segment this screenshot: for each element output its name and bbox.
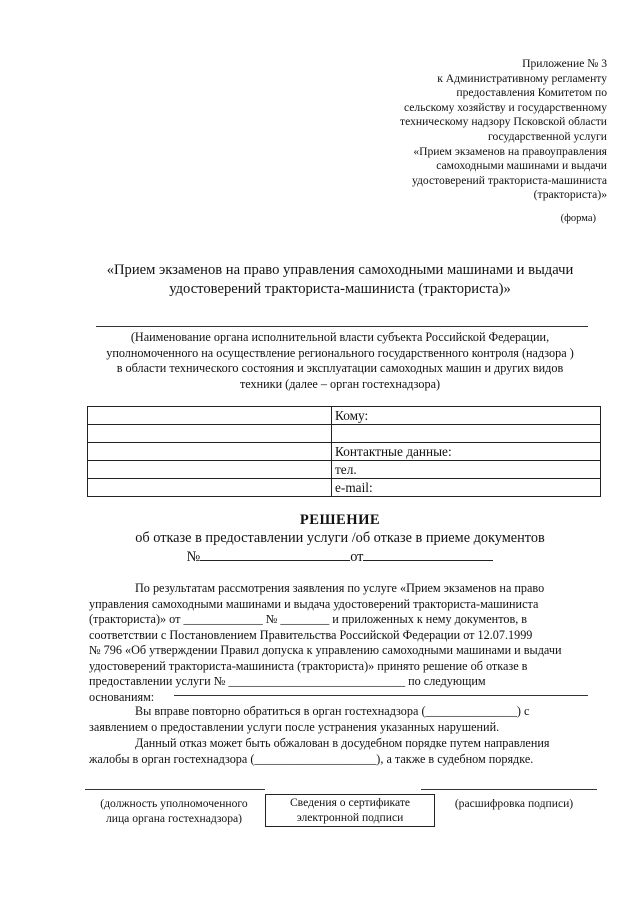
- position-label-line: (должность уполномоченного: [100, 797, 248, 810]
- contact-data-cell[interactable]: Контактные данные:: [332, 443, 601, 461]
- recipient-table: [87, 406, 601, 497]
- decision-number-date: [60, 548, 620, 566]
- appendix-line: техническому надзору Псковской области: [400, 115, 607, 129]
- appendix-line: государственной услуги: [487, 129, 607, 143]
- table-cell[interactable]: [88, 425, 332, 443]
- service-title-line: «Прием экзаменов на право управления самоходными машинами и выдачи: [106, 262, 574, 278]
- phone-cell[interactable]: тел.: [332, 461, 601, 479]
- paragraph-line: основаниям:: [89, 689, 155, 704]
- paragraph-line: удостоверений тракториста-машиниста (тракториста)» принято решение об отказе в: [89, 658, 528, 673]
- email-cell[interactable]: e-mail:: [332, 479, 601, 497]
- table-cell[interactable]: [88, 443, 332, 461]
- paragraph-line: предоставлении услуги № _____________________________ по следующим: [89, 674, 486, 688]
- number-prefix: №: [186, 549, 201, 565]
- org-name-line[interactable]: [96, 326, 588, 327]
- position-label: [85, 796, 263, 826]
- paragraph-line: Вы вправе повторно обратиться в орган гостехнадзора (_______________) с: [135, 704, 530, 718]
- appeal-paragraph: [89, 736, 595, 767]
- decision-paragraph: [89, 581, 595, 705]
- appendix-line: самоходными машинами и выдачи: [436, 159, 607, 173]
- service-title: [60, 261, 620, 299]
- date-field[interactable]: [363, 550, 493, 561]
- position-label-line: лица органа гостехнадзора): [105, 812, 243, 825]
- decision-heading: РЕШЕНИЕ: [299, 512, 381, 528]
- appendix-line: Приложение № 3: [522, 57, 607, 70]
- table-row: [88, 407, 601, 425]
- org-caption-line: техники (далее – орган гостехнадзора): [239, 376, 441, 391]
- paragraph-line: заявлением о предоставлении услуги после устранения указанных нарушений.: [89, 719, 500, 734]
- grounds-field[interactable]: [174, 695, 588, 696]
- appendix-line: «Прием экзаменов на правоуправления: [413, 144, 607, 158]
- appendix-line: (тракториста)»: [533, 188, 607, 202]
- paragraph-line: По результатам рассмотрения заявления по услуге «Прием экзаменов на право: [135, 581, 545, 595]
- certificate-box: [265, 794, 435, 827]
- table-row: [88, 443, 601, 461]
- table-cell[interactable]: [88, 461, 332, 479]
- table-row: [88, 479, 601, 497]
- table-row: [88, 461, 601, 479]
- org-caption-line: уполномоченного на осуществление регионального государственного контроля (надзора ): [106, 345, 574, 360]
- paragraph-line: жалобы в орган гостехнадзора (____________________), а также в судебном порядке.: [89, 751, 534, 766]
- decode-label: (расшифровка подписи): [454, 797, 574, 810]
- table-cell[interactable]: [88, 479, 332, 497]
- org-caption-line: (Наименование органа исполнительной власти субъекта Российской Федерации,: [130, 330, 550, 344]
- decode-signature-line[interactable]: [421, 789, 597, 790]
- appendix-header: [347, 57, 607, 203]
- decision-subheading: об отказе в предоставлении услуги /об отказе в приеме документов: [135, 530, 545, 546]
- table-row: [88, 425, 601, 443]
- recipient-to-cell[interactable]: Кому:: [332, 407, 601, 425]
- certificate-label-line: электронной подписи: [296, 811, 404, 824]
- paragraph-line: соответствии с Постановлением Правительства Российской Федерации от 12.07.1999: [89, 627, 533, 642]
- certificate-label-line: Сведения о сертификате: [289, 796, 411, 809]
- appendix-line: удостоверений тракториста-машиниста: [411, 173, 607, 187]
- appendix-line: к Административному регламенту: [437, 71, 607, 85]
- table-cell[interactable]: [332, 425, 601, 443]
- form-label: (форма): [560, 213, 596, 224]
- date-prefix: от: [350, 549, 364, 565]
- position-signature-line[interactable]: [85, 789, 265, 790]
- appendix-line: предоставления Комитетом по: [456, 86, 607, 100]
- table-cell[interactable]: [88, 407, 332, 425]
- paragraph-line: (тракториста)» от _____________ № ________ и приложенных к нему документов, в: [89, 612, 528, 626]
- service-title-line: удостоверений тракториста-машиниста (тракториста)»: [169, 281, 511, 297]
- org-caption: [60, 330, 620, 392]
- paragraph-line: Данный отказ может быть обжалован в досудебном порядке путем направления: [135, 736, 550, 750]
- org-caption-line: в области технического состояния и эксплуатации самоходных машин и других видов: [116, 361, 564, 376]
- paragraph-line: № 796 «Об утверждении Правил допуска к управлению самоходными машинами и выдачи: [89, 643, 562, 657]
- reapply-paragraph: [89, 704, 595, 735]
- appendix-line: сельскому хозяйству и государственному: [404, 100, 607, 114]
- paragraph-line: управления самоходными машинами и выдача удостоверений тракториста-машиниста: [89, 596, 539, 611]
- number-field[interactable]: [200, 550, 350, 561]
